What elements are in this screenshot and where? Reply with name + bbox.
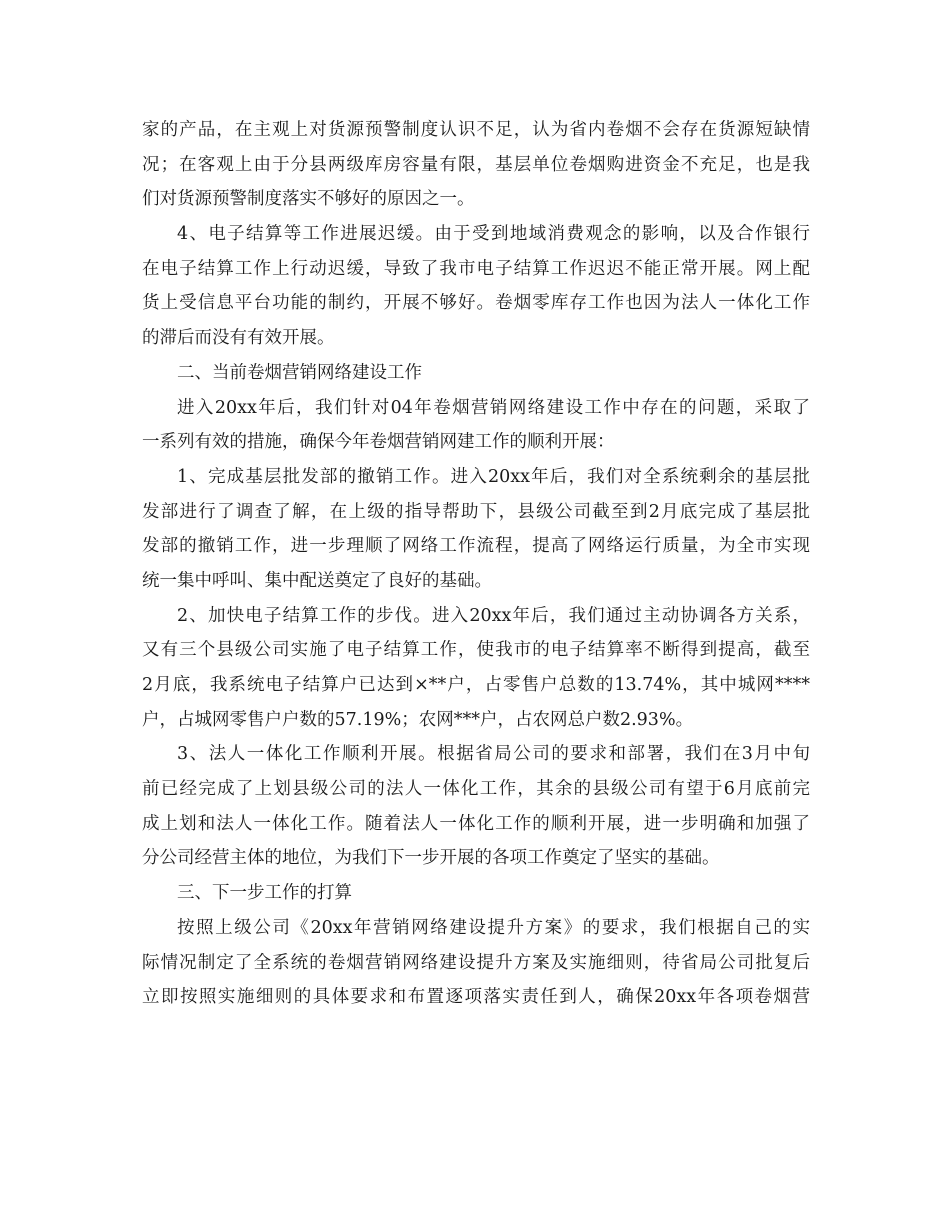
text-line: 进入20xx年后，我们针对04年卷烟营销网络建设工作中存在的问题，采取了 [177,397,810,418]
text-line: 发部进行了调查了解，在上级的指导帮助下，县级公司截至到2月底完成了基层批 [142,501,810,522]
text-line: 前已经完成了上划县级公司的法人一体化工作，其余的县级公司有望于6月底前完 [142,779,810,800]
text-line: 成上划和法人一体化工作。随着法人一体化工作的顺利开展，进一步明确和加强了 [142,813,810,834]
text-line: 2、加快电子结算工作的步伐。进入20xx年后，我们通过主动协调各方关系， [177,605,810,626]
text-line: 际情况制定了全系统的卷烟营销网络建设提升方案及实施细则，待省局公司批复后 [142,952,810,973]
text-line: 立即按照实施细则的具体要求和布置逐项落实责任到人，确保20xx年各项卷烟营 [142,987,810,1008]
text-line: 家的产品，在主观上对货源预警制度认识不足，认为省内卷烟不会存在货源短缺情 [142,120,810,140]
text-line: 货上受信息平台功能的制约，开展不够好。卷烟零库存工作也因为法人一体化工作 [142,293,810,314]
text-line: 发部的撤销工作，进一步理顺了网络工作流程，提高了网络运行质量，为全市实现 [142,536,810,557]
text-line: 按照上级公司《20xx年营销网络建设提升方案》的要求，我们根据自己的实 [177,917,810,938]
text-line: 1、完成基层批发部的撤销工作。进入20xx年后，我们对全系统剩余的基层批 [177,466,810,487]
text-line: 况；在客观上由于分县两级库房容量有限，基层单位卷烟购进资金不充足，也是我 [142,154,810,175]
text-line: 的滞后而没有有效开展。 [142,328,335,349]
text-line: 又有三个县级公司实施了电子结算工作，使我市的电子结算率不断得到提高，截至 [142,640,810,661]
section-heading: 二、当前卷烟营销网络建设工作 [177,362,422,383]
text-line: 一系列有效的措施，确保今年卷烟营销网建工作的顺利开展： [142,432,615,453]
text-line: 户，占城网零售户户数的57.19%；农网***户，占农网总户数2.93%。 [142,709,694,730]
document-body [142,113,810,1015]
text-line: 2月底，我系统电子结算户已达到×**户，占零售户总数的13.74%，其中城网**** [142,675,810,695]
text-line: 4、电子结算等工作进展迟缓。由于受到地域消费观念的影响，以及合作银行 [177,224,810,245]
text-line: 统一集中呼叫、集中配送奠定了良好的基础。 [142,570,492,591]
text-line: 在电子结算工作上行动迟缓，导致了我市电子结算工作迟迟不能正常开展。网上配 [142,258,810,279]
text-line: 分公司经营主体的地位，为我们下一步开展的各项工作奠定了坚实的基础。 [142,848,720,869]
text-line: 3、法人一体化工作顺利开展。根据省局公司的要求和部署，我们在3月中旬 [177,744,810,765]
section-heading: 三、下一步工作的打算 [177,883,352,904]
text-line: 们对货源预警制度落实不够好的原因之一。 [142,189,475,210]
